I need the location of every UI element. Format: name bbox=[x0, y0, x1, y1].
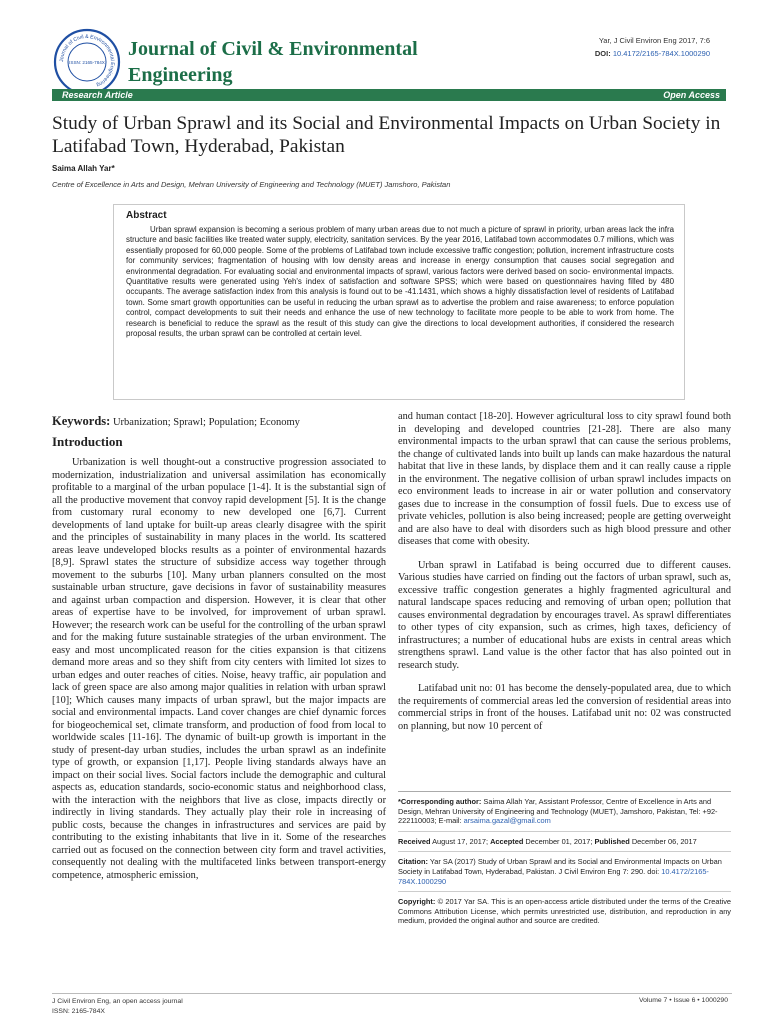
citation-label: Citation: bbox=[398, 857, 428, 867]
right-column bbox=[398, 411, 731, 744]
author-name: Saima Allah Yar* bbox=[52, 164, 115, 173]
published-label: Published bbox=[594, 836, 630, 846]
footer-volume: Volume 7 • Issue 6 • 1000290 bbox=[638, 997, 728, 1004]
author-affiliation: Centre of Excellence in Arts and Design, Mehran University of Engineering and Technology (MUET) Jamshoro, Pakistan bbox=[52, 180, 451, 189]
email-link[interactable]: arsaima.gazal@gmail.com bbox=[463, 816, 551, 826]
abstract-box bbox=[113, 204, 685, 400]
logo-ring-text: Journal of Civil & Environmental Engineering bbox=[58, 33, 116, 88]
footer-journal-info bbox=[52, 997, 183, 1017]
intro-paragraph-1: Urbanization is well thought-out a constructive progression associated to modernization, industrialization and universal assimilation has economically profitable to a marginal of the urban populace [1-4]. It is the substantial sign of all the productive movement that convoy rapid development [5]. It is the change from customary rural economy to new developed one [6,7]. Current developments of land uptake for built-up areas clearly disagree with the spirit and the principles of sustainability in many places in the world. Its scattered areas leave undeveloped blocks results as a pointer of environmental hazards [8,9]. Sprawl states the structure of subsidize access way together through movement to the suburbs [10]. Many urban planners consulted on the most sustainable urban structure, gave decisions in favor of sustainability measures and against urban compaction and dispersion. However, it is clear that other areas of expertise have to be involved, for improvement of urban sprawl. However; the research work can be useful for the controlling of the urban sprawl and for the making future sustainable strategies of the urban environment. The easy and most uncomplicated reason for the cities expansion is that citizens demand more areas and so they shift from city centers with limited lot sizes to urban edges and outer reaches of cities. Noise, heavy traffic, air population and lack of green space are also among major qualities in relation with urban sprawl [10]; Which causes many impacts of urban sprawl, but the major impacts are social and environmental impacts. Land cover changes are chief dynamic forces for biogeochemical set, climate transform, and production of food from local to worldwide scales [11-16]. The dynamic of built-up growth is important in the study of present-day urban studies, includes the urban sprawl as an indefinite type of growth, or expansion [1,17]. People living standards always have an impact on their social lives. Social factors include the demographic and cultural aspects as, education standards, socio-economic status and neighborhood class, with the interaction with the neighbors that live as close, impacts directly or indirectly in living standards. They actually play their role in increasing of public costs, because the changes in infrastructures and services are paid by contributing to the existing inhabitants that live in it. Some of the researches carried out as focused on the connection between city form and travel activities, consequently not dealing with the multifaceted links between transport-energy competence, atmospheric emission, bbox=[52, 457, 386, 881]
footer-journal: J Civil Environ Eng, an open access journal bbox=[52, 998, 183, 1005]
open-access-label: Open Access bbox=[663, 90, 720, 100]
corresponding-label: *Corresponding author: bbox=[398, 797, 482, 806]
intro-paragraph-2: Urban sprawl in Latifabad is being occurred due to different causes. Various studies have carried on finding out the factors of urban sprawl, such as, excessive traffic congestion generates a highly fragmented agricultural and natural landscape spaces reducing and removing of urban open; pollution that causes environmental degradation by encourages travel. As sprawl differentiates to other types of city expansion, such as crimes, high taxes, deficiency of infrastructures; a number of educational hubs are exists in central areas which strengthens sprawl. Land value is the other factor that has also pointed out in research study. bbox=[398, 559, 731, 671]
doi-label: DOI: bbox=[594, 49, 611, 58]
copyright-block bbox=[398, 897, 731, 926]
article-type-bar bbox=[52, 89, 726, 101]
divider bbox=[398, 791, 731, 792]
abstract-heading: Abstract bbox=[126, 210, 167, 221]
introduction-heading: Introduction bbox=[52, 433, 123, 449]
journal-logo bbox=[52, 27, 122, 97]
divider bbox=[398, 851, 731, 852]
keywords-label: Keywords: bbox=[52, 414, 111, 428]
doi-link[interactable]: 10.4172/2165-784X.1000290 bbox=[612, 49, 710, 58]
citation-doi-link[interactable]: 10.4172/2165-784X.1000290 bbox=[398, 866, 709, 886]
article-title: Study of Urban Sprawl and its Social and Environmental Impacts on Urban Society in Latifabad Town, Hyderabad, Pakistan bbox=[52, 113, 721, 157]
left-column bbox=[52, 415, 386, 893]
article-type-label: Research Article bbox=[62, 90, 133, 100]
journal-seal-icon bbox=[52, 27, 122, 97]
accepted-date: December 01, 2017; bbox=[525, 836, 593, 846]
keywords-text: Urbanization; Sprawl; Population; Economy bbox=[112, 417, 300, 428]
citation-block bbox=[398, 857, 731, 886]
copyright-label: Copyright: bbox=[398, 897, 436, 907]
received-date: August 17, 2017; bbox=[432, 836, 489, 846]
published-date: December 06, 2017 bbox=[631, 836, 697, 846]
citation-line: Yar, J Civil Environ Eng 2017, 7:6 bbox=[598, 36, 710, 45]
footer-divider bbox=[52, 993, 732, 994]
divider bbox=[398, 831, 731, 832]
article-info-box bbox=[398, 791, 731, 931]
accepted-label: Accepted bbox=[490, 836, 524, 846]
intro-paragraph-1-continued: and human contact [18-20]. However agricultural loss to city sprawl found both in developing and developed countries [21-28]. There are also many environmental impacts to the urban sprawl that can cause the serious problems, the change of cultivated lands into built up lands can make hazardous the natural habitat that live in these lands, by displace them and it can really cause a ripple in the environment. The negative collision of urban sprawl includes impacts on eco environment leads to increase in air or water pollution and conservatory gases due to increase in the consumption of fossil fuels. Due to excess use of private vehicles, pollution is also being increased; people are getting overweight and are also have to deal with disorders such as high blood pressure and other diseases that come with obesity. bbox=[398, 411, 731, 547]
journal-title: Journal of Civil & Environmental Engineering bbox=[128, 38, 418, 86]
citation-text: Yar SA (2017) Study of Urban Sprawl and its Social and Environmental Impacts on Urban Society in Latifabad Town, Hyderabad, Pakistan. J Civil Environ Eng 7: 290. doi: bbox=[398, 857, 722, 876]
corresponding-text: Saima Allah Yar, Assistant Professor, Centre of Excellence in Arts and Design, Mehran University of Engineering and Technology (MUET), Jamshoro, Pakistan, Tel: +92-222110003; E-mail: bbox=[398, 797, 718, 826]
article-dates bbox=[398, 837, 731, 847]
header-citation bbox=[595, 34, 710, 60]
logo-issn: ISSN: 2165-784X bbox=[69, 60, 105, 65]
intro-paragraph-3: Latifabad unit no: 01 has become the densely-populated area, due to which the requirements of commercial areas led the conversion of residential areas into commercial strips in front of the houses. Latifabad unit no: 02 was constructed on planning, but now 10 percent of bbox=[398, 683, 731, 732]
keywords bbox=[52, 415, 386, 430]
abstract-text: Urban sprawl expansion is becoming a serious problem of many urban areas due to not much a picture of sprawl in priority, urban areas lack the infra structure and basic facilities like treated water supply, electricity, sanitation services. By the year 2016, Latifabad town accommodates 0.7 millions, which was essentially proposed for 60,000 people. Some of the problems of Latifabad town include excessive traffic congestion; pollution, increment infrastructure costs for community services; fragmentation of housing with low density areas and increase in energy consumption that causes social segregation and environmental degradation. For evaluating social and environmental impacts of sprawl, various factors were derived based on socio- environmental impacts. Quantitative results were generated using Yeh's index of satisfaction and software SPSS; which were based on questionnaires having filled by 480 occupants. The average satisfaction index from this analysis is found out to be -41.1431, which shows a highly dissatisfaction level of residents of Latifabad town. Some smart growth opportunities can be useful in reducing the urban sprawl as to advertise the problem and raise awareness; to enforce population control, compact developments to suit their needs and enhance the use of new technology to facilitate more people to be able to work from home. The research is beneficial to reduce the sprawl as the result of this study can give the directions to local development authorities, if considered the research proposal results, the urban sprawl can be controlled at certain level. bbox=[126, 225, 674, 339]
footer-issn: ISSN: 2165-784X bbox=[52, 1008, 105, 1015]
corresponding-author bbox=[398, 797, 731, 826]
copyright-text: © 2017 Yar SA. This is an open-access article distributed under the terms of the Creative Commons Attribution License, which permits unrestricted use, distribution, and reproduction in any medium, provided the original author and source are credited. bbox=[398, 897, 731, 926]
received-label: Received bbox=[398, 836, 431, 846]
divider bbox=[398, 891, 731, 892]
